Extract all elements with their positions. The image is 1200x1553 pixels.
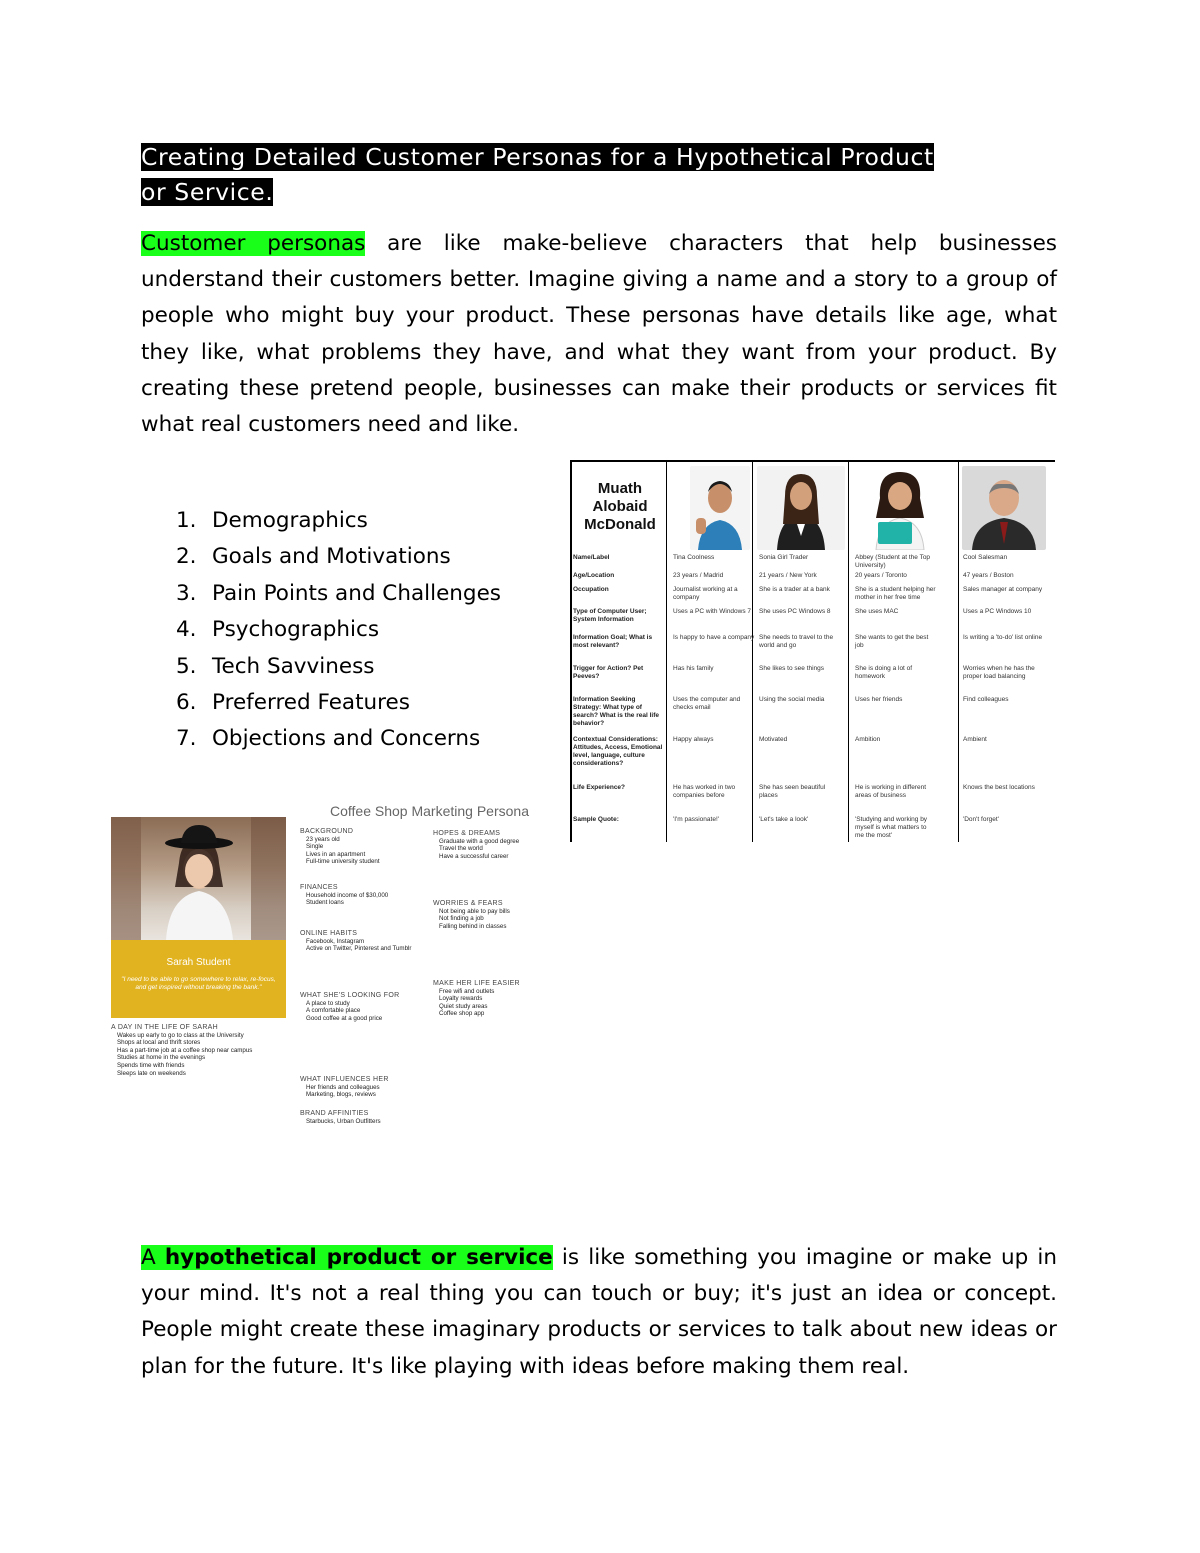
title-line-1: Creating Detailed Customer Personas for a Hypothetical Product bbox=[141, 143, 934, 171]
day-in-life-section: A DAY IN THE LIFE OF SARAH Wakes up early to go to class at the University Shops at local and thrift stores Has a part-time job at a coffee shop near campus Studies at home in the evenings Spends time with friends Sleeps late on weekends bbox=[111, 1024, 253, 1077]
list-item: 2. Goals and Motivations bbox=[176, 544, 451, 570]
title-line-2: or Service. bbox=[141, 178, 274, 206]
persona-section: MAKE HER LIFE EASIER Free wifi and outlets Loyalty rewards Quiet study areas Coffee shop app bbox=[433, 980, 520, 1018]
persona-photo-student-girl bbox=[854, 466, 946, 550]
table-row: Occupation Journalist working at a company She is a trader at a bank She is a student helping her mother in her free time Sales manager at company bbox=[573, 586, 1043, 601]
list-item: 5. Tech Savviness bbox=[176, 653, 375, 679]
table-row: Information Goal; What is most relevant? Is happy to have a company She needs to travel to the world and go She wants to get the best job Is writing a 'to-do' list online bbox=[573, 634, 1043, 649]
table-row: Life Experience? He has worked in two companies before She has seen beautiful places He is working in different areas of business Knows the best locations bbox=[573, 784, 1035, 799]
persona-section: WHAT INFLUENCES HER Her friends and colleagues Marketing, blogs, reviews bbox=[300, 1076, 389, 1099]
outro-prefix: A bbox=[141, 1245, 165, 1270]
list-item: 3. Pain Points and Challenges bbox=[176, 580, 502, 606]
persona-section: HOPES & DREAMS Graduate with a good degree Travel the world Have a successful career bbox=[433, 830, 520, 860]
persona-photo-sarah bbox=[111, 817, 286, 940]
intro-paragraph bbox=[141, 226, 1057, 443]
list-item: 7. Objections and Concerns bbox=[176, 726, 481, 752]
table-row: Name/Label Tina Coolness Sonia Girl Trader Abbey (Student at the Top University) Cool Salesman bbox=[573, 554, 1008, 569]
persona-section: WHAT SHE'S LOOKING FOR A place to study A comfortable place Good coffee at a good price bbox=[300, 992, 400, 1022]
table-row: Age/Location 23 years / Madrid 21 years / New York 20 years / Toronto 47 years / Boston bbox=[573, 572, 1014, 579]
list-item: 6. Preferred Features bbox=[176, 690, 410, 716]
outro-text: is like something you imagine or make up in your mind. It's not a real thing you can touch or buy; it's just an idea or concept. People might create these imaginary products or services to talk about new ideas or plan for the future. It's like playing with ideas before making them real. bbox=[141, 1245, 1058, 1379]
persona-elements-list bbox=[176, 503, 501, 758]
persona-author-name: Muath Alobaid McDonald bbox=[584, 480, 656, 533]
persona-section: BACKGROUND 23 years old Single Lives in an apartment Full-time university student bbox=[300, 828, 380, 866]
outro-term: hypothetical product or service bbox=[164, 1245, 553, 1270]
persona-card-quote: "I need to be able to go somewhere to relax, re-focus, and get inspired without breaking the bank." bbox=[121, 976, 276, 991]
coffee-persona-title: Coffee Shop Marketing Persona bbox=[330, 803, 529, 819]
persona-section: WORRIES & FEARS Not being able to pay bills Not finding a job Falling behind in classes bbox=[433, 900, 510, 930]
table-row: Type of Computer User; System Information Uses a PC with Windows 7 She uses PC Windows 8 She uses MAC Uses a PC Windows 10 bbox=[573, 608, 1032, 623]
persona-quote-card bbox=[111, 940, 286, 1018]
intro-text: are like make-believe characters that help businesses understand their customers better. Imagine giving a name and a story to a group of people who might buy your product. These personas have details like age, what they like, what problems they have, and what they want from your product. By creating these pretend people, businesses can make their products or services fit what real customers need and like. bbox=[141, 231, 1057, 438]
list-item: 1. Demographics bbox=[176, 508, 368, 533]
persona-photo-older-man bbox=[962, 466, 1046, 550]
coffee-shop-persona-image bbox=[108, 800, 548, 1135]
table-row: Trigger for Action? Pet Peeves? Has his family She likes to see things She is doing a lot of homework Worries when he has the proper load balancing bbox=[573, 665, 1035, 680]
table-row: Information Seeking Strategy: What type of search? What is the real life behavior? Uses the computer and checks email Using the social media Uses her friends Find colleagues bbox=[573, 696, 1009, 727]
outro-paragraph bbox=[141, 1240, 1057, 1385]
document-title bbox=[141, 140, 1059, 210]
persona-section: ONLINE HABITS Facebook, Instagram Active on Twitter, Pinterest and Tumblr bbox=[300, 930, 412, 953]
persona-section: BRAND AFFINITIES Starbucks, Urban Outfitters bbox=[300, 1110, 381, 1125]
persona-card-name: Sarah Student bbox=[166, 957, 231, 968]
table-row: Contextual Considerations: Attitudes, Access, Emotional level, language, culture considerations? Happy always Motivated Ambition Ambient bbox=[573, 736, 987, 767]
outro-highlight bbox=[141, 1245, 553, 1270]
persona-table-image bbox=[570, 460, 1055, 842]
persona-section: FINANCES Household income of $30,000 Student loans bbox=[300, 884, 389, 907]
table-row: Sample Quote: 'I'm passionate!' 'Let's take a look' 'Studying and working by myself is what matters to me the most' 'Don't forget' bbox=[573, 816, 999, 839]
intro-term: Customer personas bbox=[141, 231, 366, 256]
list-item: 4. Psychographics bbox=[176, 617, 380, 643]
persona-photo-man-thumbs-up bbox=[690, 466, 750, 550]
persona-photo-business-woman bbox=[757, 466, 845, 550]
